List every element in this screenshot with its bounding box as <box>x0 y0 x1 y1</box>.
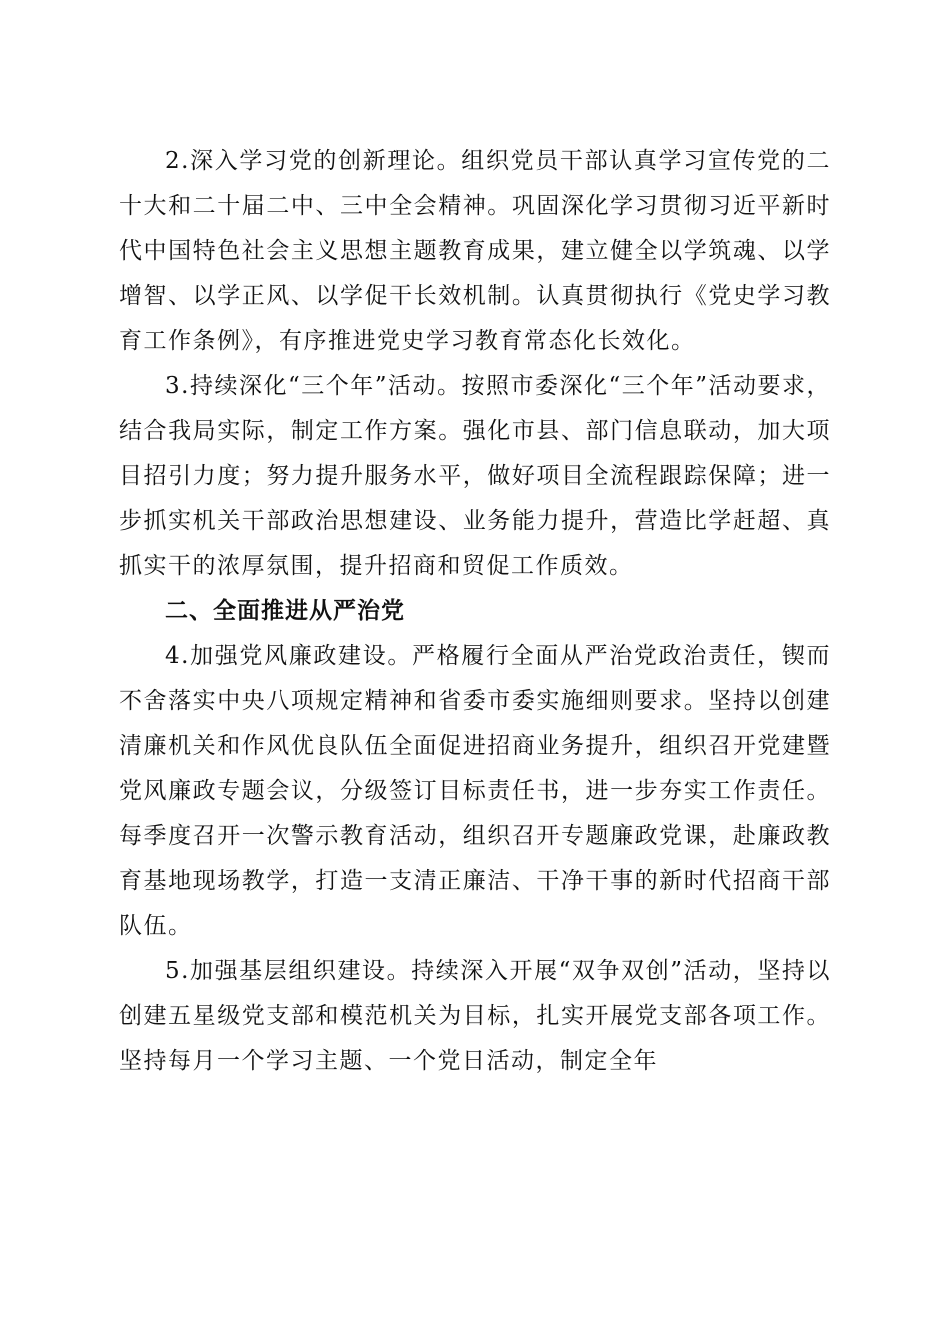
document-page <box>119 139 831 1084</box>
paragraph-item-3: 3.持续深化“三个年”活动。按照市委深化“三个年”活动要求，结合我局实际，制定工作方案。强化市县、部门信息联动，加大项目招引力度；努力提升服务水平，做好项目全流程跟踪保障；进一步抓实机关干部政治思想建设、业务能力提升，营造比学赶超、真抓实干的浓厚氛围，提升招商和贸促工作质效。 <box>119 373 831 579</box>
paragraph-item-4: 4.加强党风廉政建设。严格履行全面从严治党政治责任，锲而不舍落实中央八项规定精神和省委市委实施细则要求。坚持以创建清廉机关和作风优良队伍全面促进招商业务提升，组织召开党建暨党风廉政专题会议，分级签订目标责任书，进一步夯实工作责任。每季度召开一次警示教育活动，组织召开专题廉政党课，赴廉政教育基地现场教学，打造一支清正廉洁、干净干事的新时代招商干部队伍。 <box>119 643 831 939</box>
paragraph-item-5: 5.加强基层组织建设。持续深入开展“双争双创”活动，坚持以创建五星级党支部和模范机关为目标，扎实开展党支部各项工作。坚持每月一个学习主题、一个党日活动，制定全年 <box>119 958 831 1074</box>
section-heading: 二、全面推进从严治党 <box>165 598 405 624</box>
paragraph-item-2: 2.深入学习党的创新理论。组织党员干部认真学习宣传党的二十大和二十届二中、三中全会精神。巩固深化学习贯彻习近平新时代中国特色社会主义思想主题教育成果，建立健全以学筑魂、以学增智、以学正风、以学促干长效机制。认真贯彻执行《党史学习教育工作条例》，有序推进党史学习教育常态化长效化。 <box>119 148 831 354</box>
